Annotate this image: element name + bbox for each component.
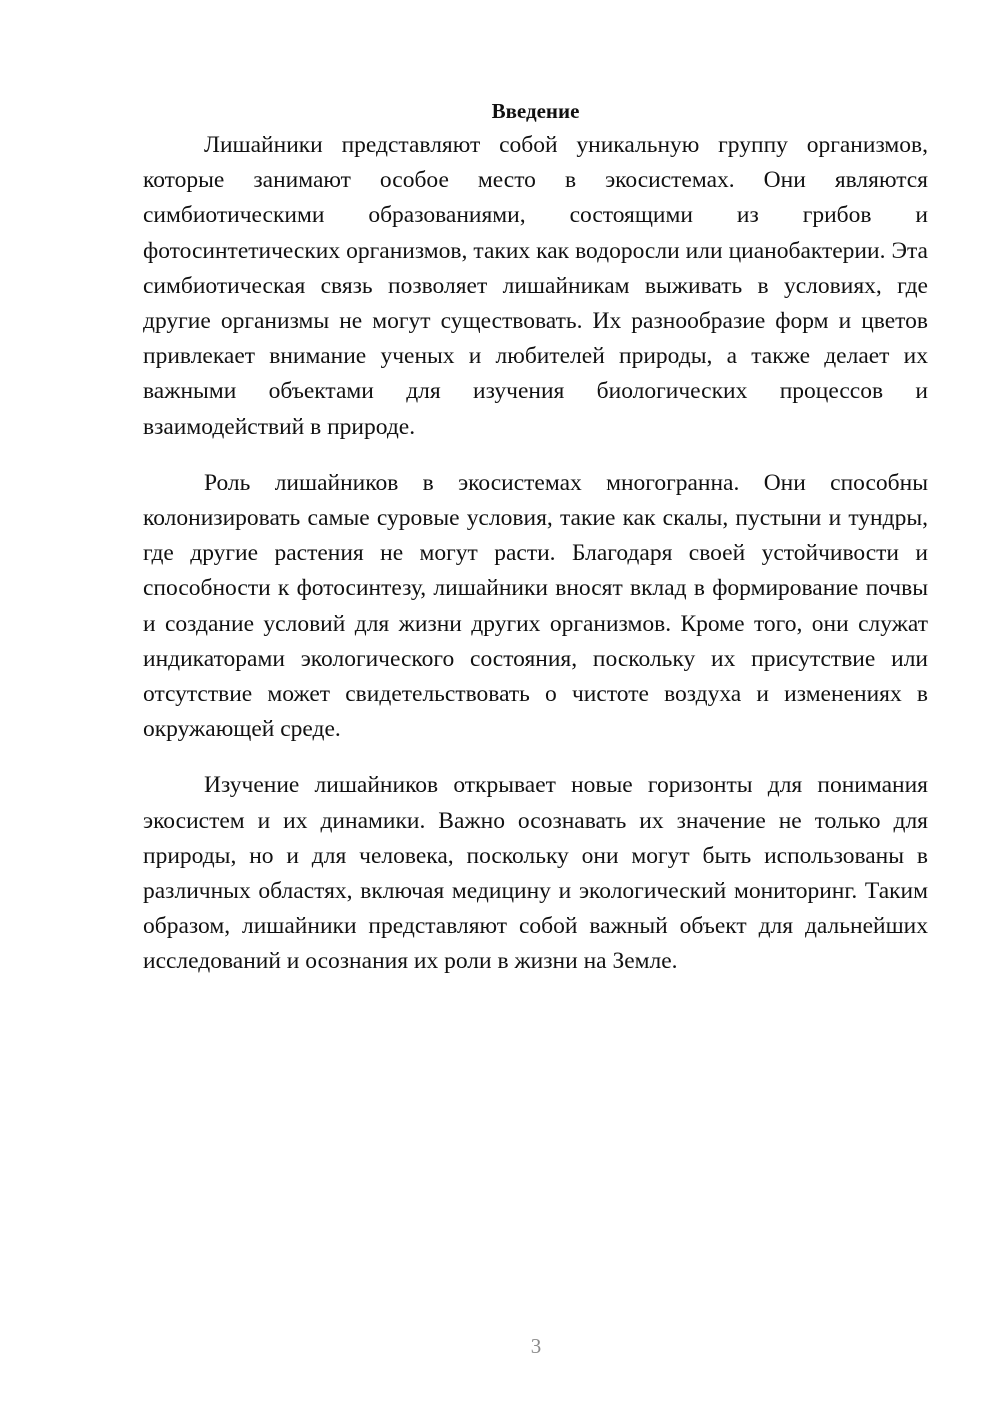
paragraph-2: Роль лишайников в экосистемах многогранна. Они способны колонизировать самые суровые условия, такие как скалы, пустыни и тундры, где другие растения не могут расти. Благодаря своей устойчивости и способности к фотосинтезу, лишайники вносят вклад в формирование почвы и создание условий для жизни других организмов. Кроме того, они служат индикаторами экологического состояния, поскольку их присутствие или отсутствие может свидетельствовать о чистоте воздуха и изменениях в окружающей среде. <box>143 469 928 743</box>
paragraph-3: Изучение лишайников открывает новые горизонты для понимания экосистем и их динамики. Важно осознавать их значение не только для природы, но и для человека, поскольку они могут быть использованы в различных областях, включая медицину и экологический мониторинг. Таким образом, лишайники представляют собой важный объект для дальнейших исследований и осознания их роли в жизни на Земле. <box>143 772 928 975</box>
paragraph-1: Лишайники представляют собой уникальную группу организмов, которые занимают особое место в экосистемах. Они являются симбиотическими образованиями, состоящими из грибов и фотосинтетических организмов, таких как водоросли или цианобактерии. Эта симбиотическая связь позволяет лишайникам выживать в условиях, где другие организмы не могут существовать. Их разнообразие форм и цветов привлекает внимание ученых и любителей природы, а также делает их важными объектами для изучения биологических процессов и взаимодействий в природе. <box>143 132 928 440</box>
page-number: 3 <box>530 1334 542 1358</box>
section-title: Введение <box>491 99 580 123</box>
page-content <box>143 96 928 1001</box>
